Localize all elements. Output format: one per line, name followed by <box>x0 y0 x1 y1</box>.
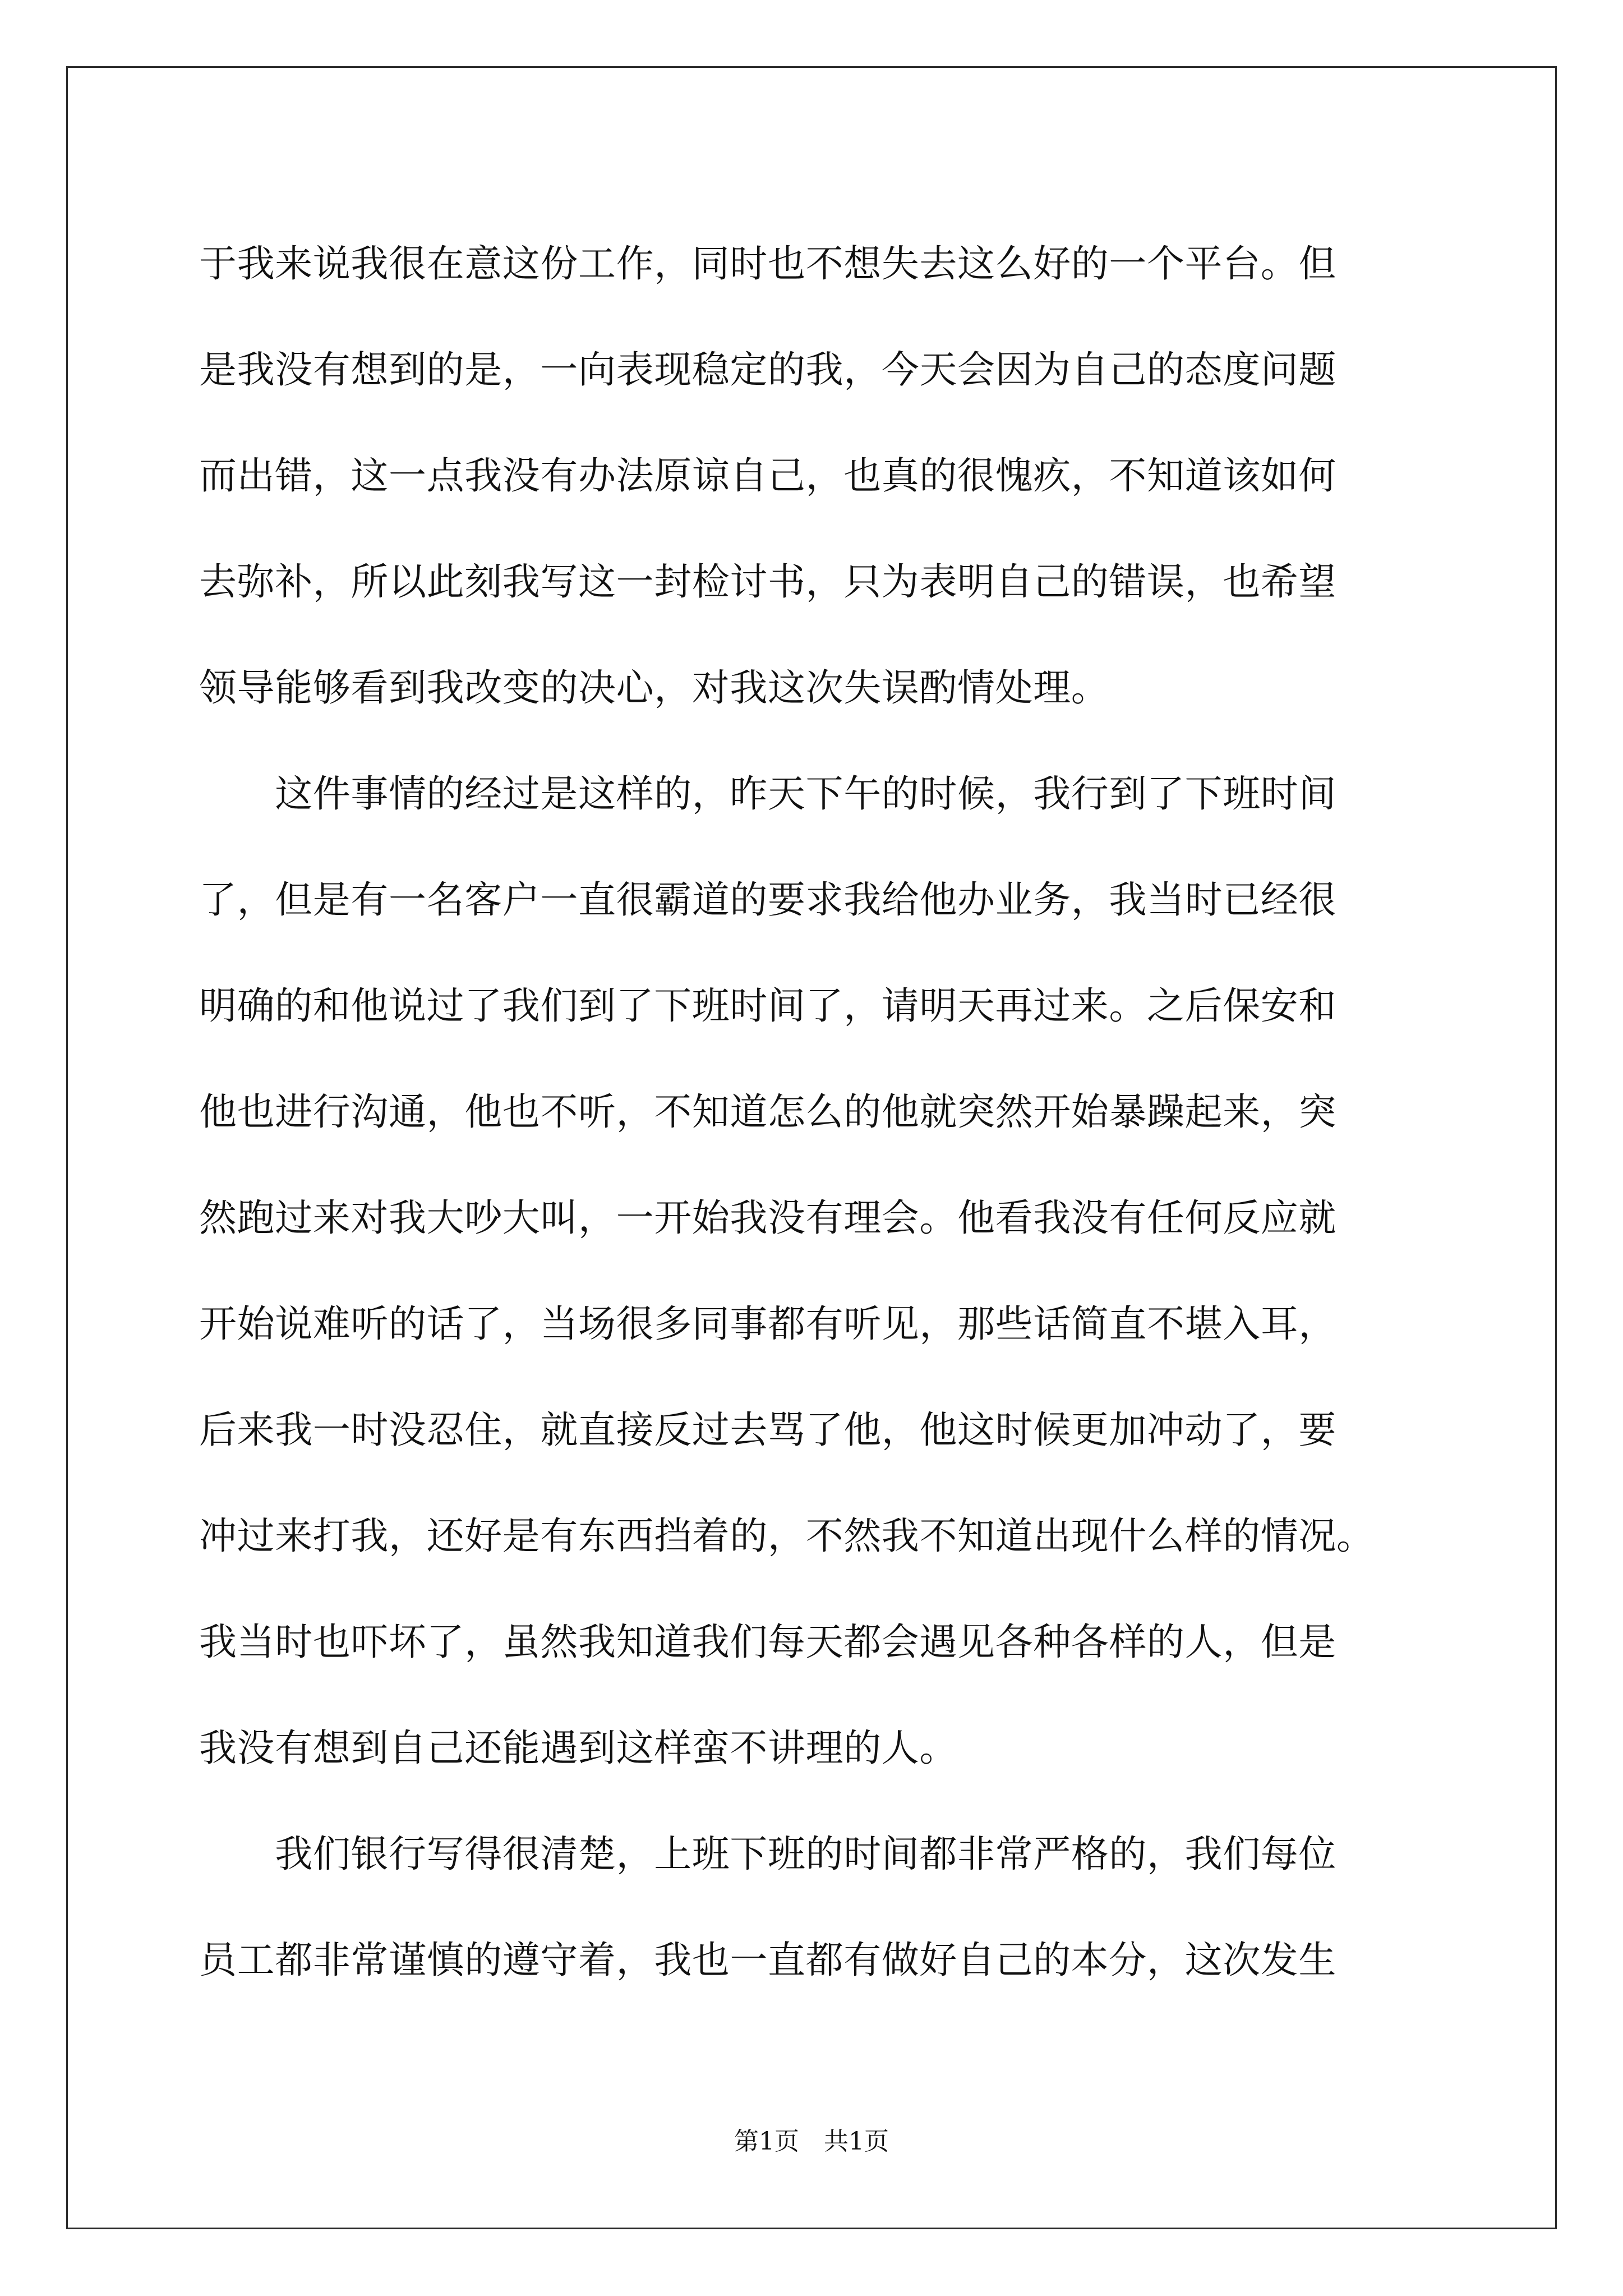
text-line: 于我来说我很在意这份工作，同时也不想失去这么好的一个平台。但 <box>199 242 1336 286</box>
text-line: 他也进行沟通，他也不听，不知道怎么的他就突然开始暴躁起来，突 <box>199 1090 1336 1134</box>
text-line: 然跑过来对我大吵大叫，一开始我没有理会。他看我没有任何反应就 <box>199 1196 1336 1240</box>
text-line: 我当时也吓坏了，虽然我知道我们每天都会遇见各种各样的人，但是 <box>199 1620 1336 1664</box>
text-line: 是我没有想到的是，一向表现稳定的我，今天会因为自己的态度问题 <box>199 348 1336 392</box>
text-line: 了，但是有一名客户一直很霸道的要求我给他办业务，我当时已经很 <box>199 878 1336 922</box>
text-line: 后来我一时没忍住，就直接反过去骂了他，他这时候更加冲动了，要 <box>199 1408 1336 1452</box>
text-line: 我没有想到自己还能遇到这样蛮不讲理的人。 <box>199 1726 957 1770</box>
text-line: 员工都非常谨慎的遵守着，我也一直都有做好自己的本分，这次发生 <box>199 1938 1336 1982</box>
text-line: 去弥补，所以此刻我写这一封检讨书，只为表明自己的错误，也希望 <box>199 560 1336 604</box>
text-line: 冲过来打我，还好是有东西挡着的，不然我不知道出现什么样的情况。 <box>199 1514 1375 1558</box>
text-line: 明确的和他说过了我们到了下班时间了，请明天再过来。之后保安和 <box>199 984 1336 1028</box>
document-body <box>199 211 1422 2013</box>
text-line: 我们银行写得很清楚，上班下班的时间都非常严格的，我们每位 <box>199 1832 1336 1876</box>
page-footer: 第1页 共1页 <box>734 2127 889 2156</box>
text-line: 而出错，这一点我没有办法原谅自己，也真的很愧疚，不知道该如何 <box>199 454 1336 498</box>
text-line: 开始说难听的话了，当场很多同事都有听见，那些话简直不堪入耳， <box>199 1302 1336 1346</box>
text-line: 这件事情的经过是这样的，昨天下午的时候，我行到了下班时间 <box>199 772 1336 816</box>
text-line: 领导能够看到我改变的决心，对我这次失误酌情处理。 <box>199 666 1109 710</box>
